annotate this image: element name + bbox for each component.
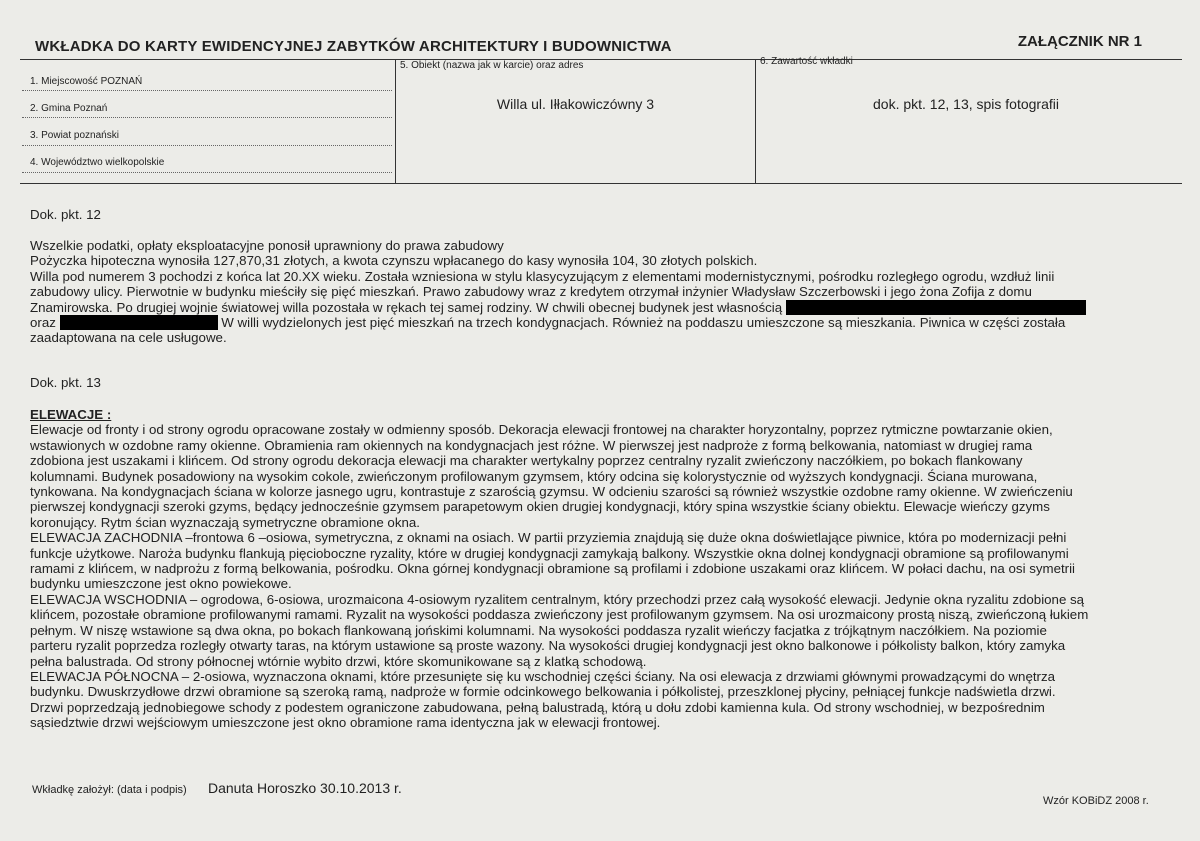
field-separator	[22, 117, 392, 118]
template-version: Wzór KOBiDZ 2008 r.	[1043, 795, 1149, 807]
redaction-box	[786, 300, 1086, 315]
section-12-heading: Dok. pkt. 12	[30, 207, 101, 222]
text-line: Drzwi poprzedzają jednobiegowe schody z podestem ograniczone zabudowana, pełną balustradą, którą u dołu zdobi kamienna kula. Od strony wschodniej, w bezpośrednim	[30, 699, 1045, 715]
field-object-label: 5. Obiekt (nazwa jak w karcie) oraz adres	[400, 60, 584, 71]
text-line: zabudowy ulicy. Pierwotnie w budynku mieściły się pięć mieszkań. Prawo zabudowy wraz z kredytem otrzymał inżynier Władysław Szczerbowski i jego żona Zofija z domu	[30, 284, 1032, 300]
text-line: tynkowana. Na kondygnacjach ściana w kolorze jasnego ugru, kontrastuje z szarością gzymsu. W odcieniu szarości są również wszystkie ozdobne ramy okienne. W zwieńczeniu	[30, 484, 1073, 500]
text-line: pełna balustrada. Od strony północnej wtórnie wybito drzwi, które skomunikowane są z klatką schodową.	[30, 653, 647, 669]
footer-label: Wkładkę założył: (data i podpis)	[32, 784, 187, 796]
document-title: WKŁADKA DO KARTY EWIDENCYJNEJ ZABYTKÓW ARCHITEKTURY I BUDOWNICTWA	[35, 38, 672, 55]
text-line: ramami z klińcem, w nadprożu z formą belkowania, pośrodku. Okna górnej kondygnacji obramione są profilami i zdobione uszakami oraz klińcem. W połaci dachu, na osi symetrii	[30, 561, 1076, 577]
text-line: Wszelkie podatki, opłaty eksploatacyjne ponosił uprawniony do prawa zabudowy	[30, 238, 504, 253]
text-line: pierwszej kondygnacji szeroki gzyms, będący jednocześnie gzymsem parapetowym okien drugiej kondygnacji, który spina wszystkie ściany obiektu. Elewacje wieńczy gzyms	[30, 499, 1050, 515]
footer-signature: Danuta Horoszko 30.10.2013 r.	[208, 780, 402, 796]
text-line: klińcem, pozostałe obramione profilowanymi ramami. Ryzalit na wysokości poddasza zwieńczony jest profilowanym gzymsem. Na osi urozmaicony prostą niszą, zwieńczoną łukiem	[30, 607, 1089, 623]
text-line: budynku. Dwuskrzydłowe drzwi obramione są szeroką ramą, nadproże w formie odcinkowego belkowania i półkolistej, przeszklonej płyciny, pełniącej funkcje nadświetla drzwi.	[30, 684, 1056, 700]
field-object-value: Willa ul. Iłłakowiczówny 3	[496, 96, 655, 112]
field-contents-value: dok. pkt. 12, 13, spis fotografii	[873, 96, 1059, 112]
text-line: kolumnami. Budynek posadowiony na wysokim cokole, zwieńczonym profilowanym gzymsem, który odcina się kolorystycznie od wyższych kondygnacji. Ściana murowana,	[30, 468, 1038, 484]
section-13-body	[30, 407, 1160, 731]
annex-label: ZAŁĄCZNIK NR 1	[1017, 33, 1142, 50]
text-line-part: W willi wydzielonych jest pięć mieszkań na trzech kondygnacjach. Również na poddaszu umieszczone są mieszkania. Piwnica w części została	[221, 315, 1066, 331]
section-12-body	[30, 238, 1160, 346]
text-line	[30, 315, 1160, 330]
text-line: koronujący. Rytm ścian wyznaczają symetryczne obramione okna.	[30, 514, 420, 530]
text-line: Pożyczka hipoteczna wynosiła 127,870,31 złotych, a kwota czynszu wpłacanego do kasy wynosiła 104, 30 złotych polskich.	[30, 253, 758, 269]
form-bottom-border	[20, 183, 1182, 184]
text-line-part: Znamirowska. Po drugiej wojnie światowej willa pozostała w rękach tej samej rodziny. W chwili obecnej budynek jest własnością	[30, 299, 783, 315]
text-line: ELEWACJA WSCHODNIA – ogrodowa, 6-osiowa, urozmaicona 4-osiowym ryzalitem centralnym, który przechodzi przez całą wysokość elewacji. Jedynie okna ryzalitu zdobione są	[30, 591, 1085, 607]
field-separator	[22, 172, 392, 173]
text-line: funkcje użytkowe. Naroża budynku flankują pięcioboczne ryzality, które w drugiej kondygnacji zamykają balkony. Wszystkie okna dolnej kondygnacji obramione są profilowanymi	[30, 545, 1069, 561]
text-line: budynku umieszczone jest okno powiekowe.	[30, 576, 292, 592]
field-separator	[22, 90, 392, 91]
text-line: sąsiedztwie drzwi wejściowym umieszczone jest okno obramione rama identyczna jak w elewacji frontowej.	[30, 715, 661, 731]
field-voivodeship: 4. Województwo wielkopolskie	[30, 157, 165, 168]
field-contents-label: 6. Zawartość wkładki	[760, 56, 853, 67]
text-line: Elewacje od fronty i od strony ogrodu opracowane zostały w odmienny sposób. Dekoracja elewacji frontowej na charakter horyzontalny, poprzez rytmiczne powtarzanie okien,	[30, 422, 1053, 438]
field-separator	[22, 145, 392, 146]
field-locality: 1. Miejscowość POZNAŃ	[30, 76, 143, 87]
text-line	[30, 300, 1160, 315]
section-13-heading: Dok. pkt. 13	[30, 375, 101, 390]
field-commune: 2. Gmina Poznań	[30, 103, 108, 114]
field-county: 3. Powiat poznański	[30, 130, 119, 141]
text-line: parteru ryzalit poprzedza rozległy otwarty taras, na którym ustawione są proste wazony. Na wysokości drugiej kondygnacji jest okno balkonowe i półkolisty balkon, który zamyka	[30, 638, 1066, 654]
text-line-part: oraz	[30, 315, 56, 331]
text-line: zaadaptowana na cele usługowe.	[30, 330, 227, 346]
text-line: zdobiona jest uszakami i klińcem. Od strony ogrodu dekoracja elewacji ma charakter wertykalny poprzez centralny ryzalit zwieńczony naczółkiem, po bokach flankowany	[30, 453, 1023, 469]
text-line: ELEWACJA PÓŁNOCNA – 2-osiowa, wyznaczona oknami, które przesunięte się ku wschodniej części ściany. Na osi elewacja z drzwiami głównymi prowadzącymi do wnętrza	[30, 668, 1056, 684]
text-line: wstawionych w ozdobne ramy okienne. Obramienia ram okiennych na kondygnacjach jest różne. W pierwszej jest nadproże z formą belkowania, natomiast w drugiej rama	[30, 437, 1033, 453]
elevations-heading: ELEWACJE :	[30, 407, 112, 422]
text-line: pełnym. W niszę wstawione są dwa okna, po bokach flankowaną jońskimi kolumnami. Na wysokości poddasza ryzalit wieńczy facjatka z trójkątnym naczółkiem. Na poziomie	[30, 622, 1047, 638]
redaction-box	[60, 315, 218, 330]
form-divider-2	[755, 59, 756, 183]
text-line: Willa pod numerem 3 pochodzi z końca lat 20.XX wieku. Została wzniesiona w stylu klasycyzującym z elementami modernistycznymi, pośrodku rozległego ogrodu, wzdłuż linii	[30, 268, 1055, 284]
text-line: ELEWACJA ZACHODNIA –frontowa 6 –osiowa, symetryczna, z oknami na osiach. W partii przyziemia znajdują się duże okna doświetlające piwnice, która po modernizacji pełni	[30, 530, 1067, 546]
form-divider-1	[395, 59, 396, 183]
form-top-border	[20, 59, 1182, 60]
